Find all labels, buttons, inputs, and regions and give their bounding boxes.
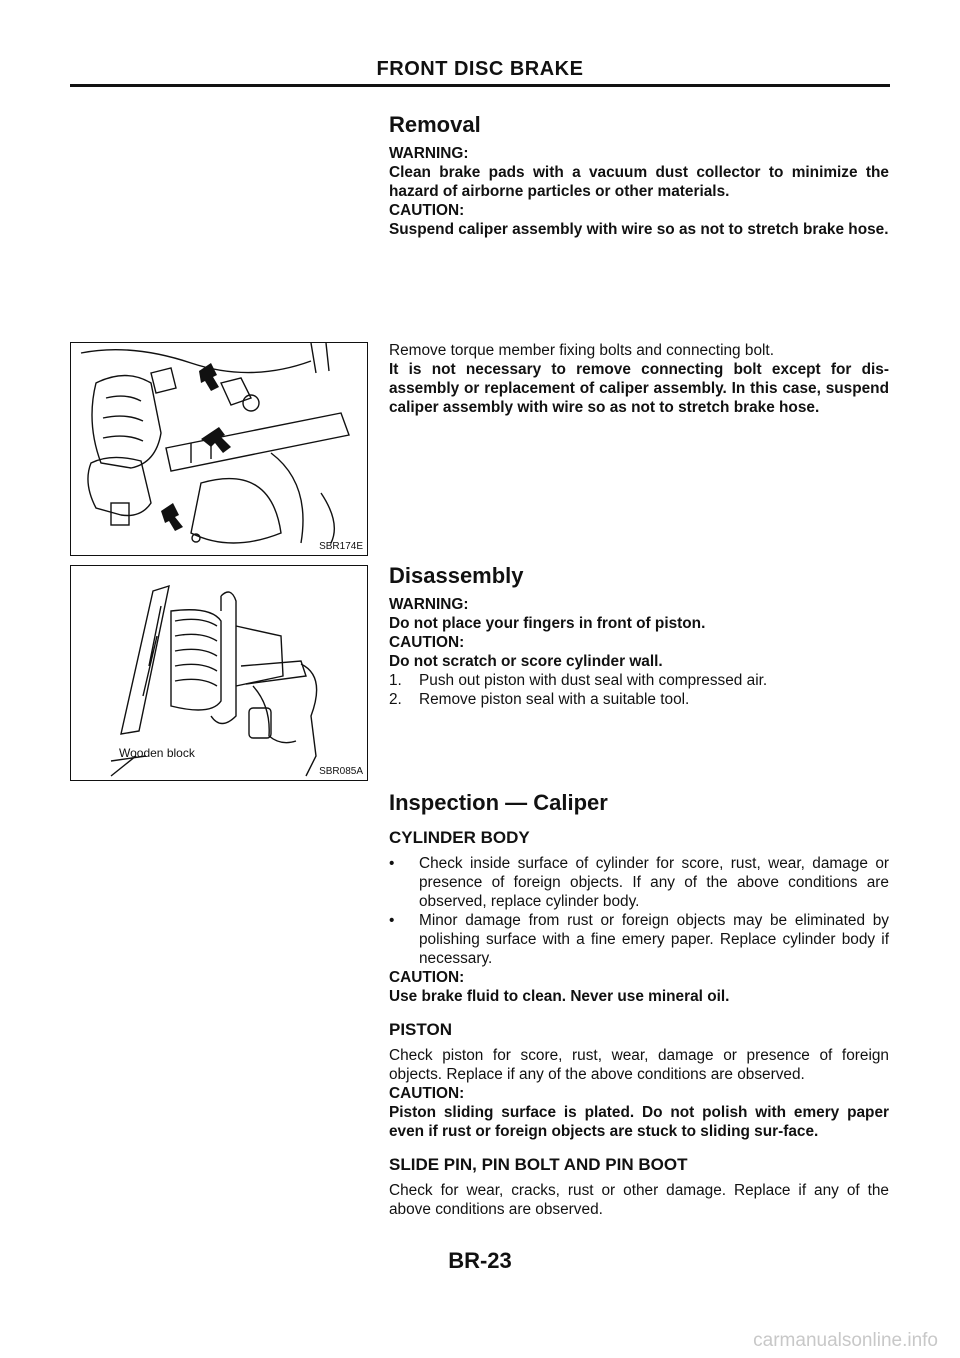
inspection-heading: Inspection — Caliper <box>389 790 608 815</box>
piston-removal-illustration <box>71 566 368 781</box>
piston-caution-label: CAUTION: <box>389 1085 465 1102</box>
bullet-text: Check inside surface of cylinder for score, rust, wear, damage or presence of foreign objects. If any of the above conditions are observed, replace cylinder body. <box>419 855 889 910</box>
disassembly-warning-label: WARNING: <box>389 596 469 613</box>
bullet-text: Minor damage from rust or foreign objects may be eliminated by polishing surface with a fine emery paper. Replace cylinder body if necessary. <box>419 912 889 967</box>
disassembly-section <box>389 563 889 709</box>
removal-steps <box>389 341 889 417</box>
removal-step-text: Remove torque member fixing bolts and connecting bolt. <box>389 342 774 359</box>
cylinder-caution-text: Use brake fluid to clean. Never use mineral oil. <box>389 988 730 1005</box>
figure-code: SBR174E <box>319 541 363 552</box>
disassembly-heading: Disassembly <box>389 563 524 588</box>
list-item <box>389 854 889 911</box>
caliper-illustration <box>71 343 368 556</box>
inspection-section <box>389 790 889 1219</box>
list-item <box>389 911 889 968</box>
disassembly-caution-label: CAUTION: <box>389 634 465 651</box>
list-number: 2. <box>389 691 402 708</box>
bullet-icon: • <box>389 912 395 929</box>
slide-pin-text: Check for wear, cracks, rust or other damage. Replace if any of the above conditions are observed. <box>389 1182 889 1218</box>
cylinder-caution-label: CAUTION: <box>389 969 465 986</box>
watermark: carmanualsonline.info <box>753 1330 938 1351</box>
piston-heading: PISTON <box>389 1020 452 1039</box>
list-text: Remove piston seal with a suitable tool. <box>419 691 690 708</box>
page-number: BR-23 <box>448 1248 512 1273</box>
removal-figure <box>70 342 368 556</box>
header-rule <box>70 84 890 87</box>
cylinder-body-heading: CYLINDER BODY <box>389 828 530 847</box>
piston-caution-text: Piston sliding surface is plated. Do not polish with emery paper even if rust or foreign objects are stuck to sliding sur-face. <box>389 1104 889 1140</box>
list-number: 1. <box>389 672 402 689</box>
removal-caution-text: Suspend caliper assembly with wire so as not to stretch brake hose. <box>389 221 889 238</box>
disassembly-warning-text: Do not place your fingers in front of piston. <box>389 615 706 632</box>
piston-text: Check piston for score, rust, wear, damage or presence of foreign objects. Replace if any of the above conditions are observed. <box>389 1047 889 1083</box>
figure-label: Wooden block <box>119 746 195 760</box>
disassembly-figure <box>70 565 368 781</box>
disassembly-caution-text: Do not scratch or score cylinder wall. <box>389 653 663 670</box>
removal-note-text: It is not necessary to remove connecting bolt except for dis-assembly or replacement of caliper assembly. In this case, suspend caliper assembly with wire so as not to stretch brake hose. <box>389 361 889 416</box>
removal-warning-label: WARNING: <box>389 145 469 162</box>
list-item <box>389 671 889 690</box>
removal-caution-label: CAUTION: <box>389 202 465 219</box>
removal-warning-text: Clean brake pads with a vacuum dust collector to minimize the hazard of airborne particles or other materials. <box>389 164 889 200</box>
list-item <box>389 690 889 709</box>
page-header-title: FRONT DISC BRAKE <box>376 58 584 80</box>
removal-section <box>389 112 889 239</box>
list-text: Push out piston with dust seal with compressed air. <box>419 672 768 689</box>
slide-pin-heading: SLIDE PIN, PIN BOLT AND PIN BOOT <box>389 1155 688 1174</box>
removal-heading: Removal <box>389 112 481 137</box>
figure-code: SBR085A <box>319 766 363 777</box>
bullet-icon: • <box>389 855 395 872</box>
